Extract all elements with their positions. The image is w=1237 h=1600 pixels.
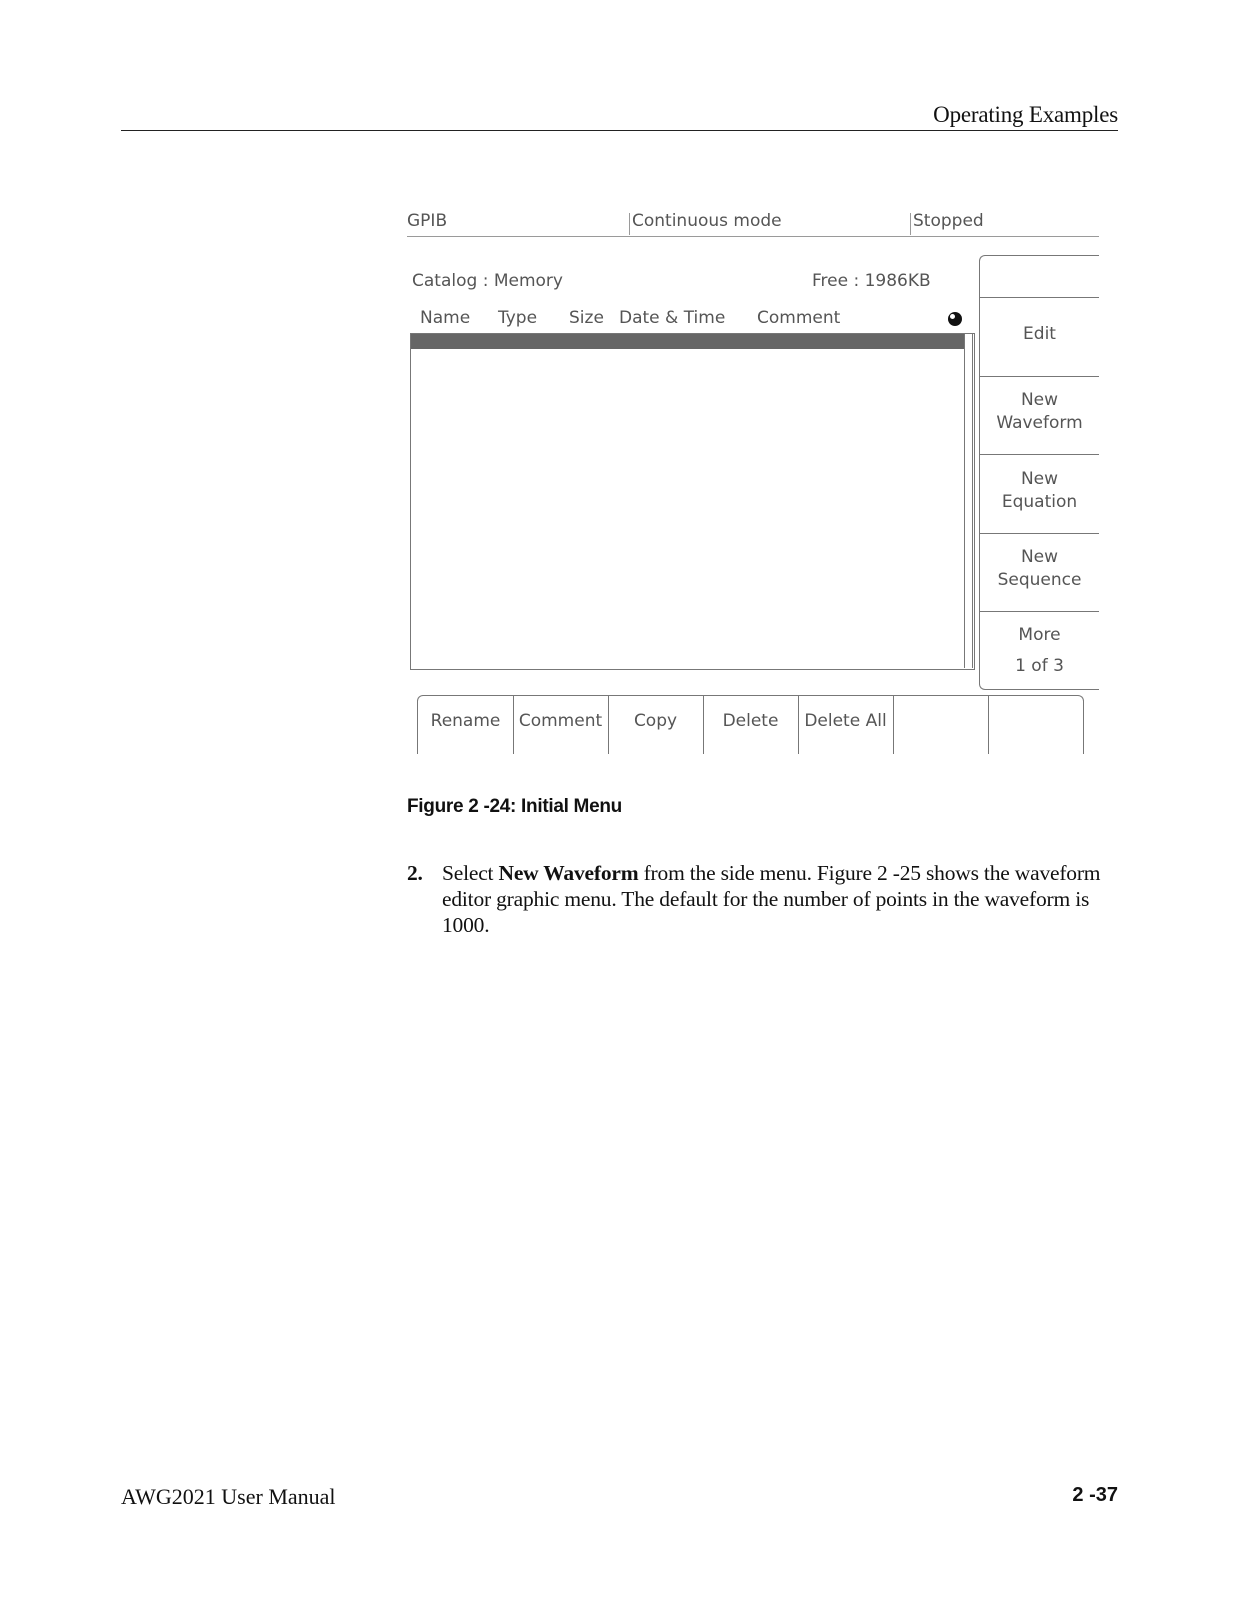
side-menu-more-button[interactable] xyxy=(980,620,1099,682)
column-header-comment[interactable]: Comment xyxy=(757,308,841,328)
column-header-type[interactable]: Type xyxy=(498,308,538,328)
step-text xyxy=(442,860,1107,938)
step-text-before: Select xyxy=(442,861,499,885)
side-menu-divider xyxy=(980,297,1099,298)
side-menu-label-line1: New xyxy=(1020,469,1059,489)
bottom-menu-delete-all-button[interactable]: Delete All xyxy=(804,711,887,731)
side-menu-label-line2: 1 of 3 xyxy=(1015,656,1064,676)
status-rule xyxy=(407,236,1099,237)
selected-row-highlight[interactable] xyxy=(411,334,964,349)
status-divider xyxy=(629,213,630,235)
side-menu-edit-button[interactable]: Edit xyxy=(1023,324,1056,344)
side-menu-label-line2: Sequence xyxy=(997,570,1082,590)
running-header: Operating Examples xyxy=(933,102,1118,127)
header-rule xyxy=(121,130,1118,131)
status-mode: Continuous mode xyxy=(632,211,782,231)
side-menu-new-sequence-button[interactable] xyxy=(980,546,1099,592)
side-menu-divider xyxy=(980,611,1099,612)
step-number: 2. xyxy=(407,861,423,885)
bottom-menu-rename-button[interactable]: Rename xyxy=(430,711,501,731)
bottom-menu-divider xyxy=(988,696,989,754)
bottom-menu-comment-button[interactable]: Comment xyxy=(518,711,603,731)
bottom-menu-delete-button[interactable]: Delete xyxy=(722,711,779,731)
column-header-size[interactable]: Size xyxy=(569,308,604,328)
catalog-scrollbar[interactable] xyxy=(964,334,973,668)
column-header-date-time[interactable]: Date & Time xyxy=(619,308,726,328)
side-menu-divider xyxy=(980,376,1099,377)
free-memory: Free : 1986KB xyxy=(812,271,931,291)
status-divider xyxy=(910,213,911,235)
side-menu-label-line2: Equation xyxy=(1001,492,1078,512)
catalog-title: Catalog : Memory xyxy=(412,271,563,291)
status-interface: GPIB xyxy=(407,211,448,231)
step-text-after: from the side menu. Figure 2 -25 shows the waveform editor graphic menu. The default for the number of points in the waveform is 1000. xyxy=(442,861,1101,937)
side-menu-new-waveform-button[interactable] xyxy=(980,389,1099,435)
catalog-list[interactable] xyxy=(410,333,975,670)
side-menu-new-equation-button[interactable] xyxy=(980,468,1099,514)
side-menu-divider xyxy=(980,533,1099,534)
step-text-bold: New Waveform xyxy=(498,861,639,885)
side-menu-label-line1: More xyxy=(1018,625,1061,645)
column-header-name[interactable]: Name xyxy=(420,308,471,328)
status-state: Stopped xyxy=(913,211,984,231)
figure-caption: Figure 2 -24: Initial Menu xyxy=(407,796,622,817)
side-menu-label-line1: New xyxy=(1020,547,1059,567)
side-menu-label-line2: Waveform xyxy=(996,413,1083,433)
footer-manual-title: AWG2021 User Manual xyxy=(121,1484,336,1509)
side-menu-divider xyxy=(980,454,1099,455)
sort-indicator-icon xyxy=(948,312,962,326)
footer-page-number: 2 -37 xyxy=(1072,1484,1118,1506)
side-menu-label-line1: New xyxy=(1020,390,1059,410)
bottom-menu-divider xyxy=(893,696,894,754)
bottom-menu-copy-button[interactable]: Copy xyxy=(633,711,678,731)
